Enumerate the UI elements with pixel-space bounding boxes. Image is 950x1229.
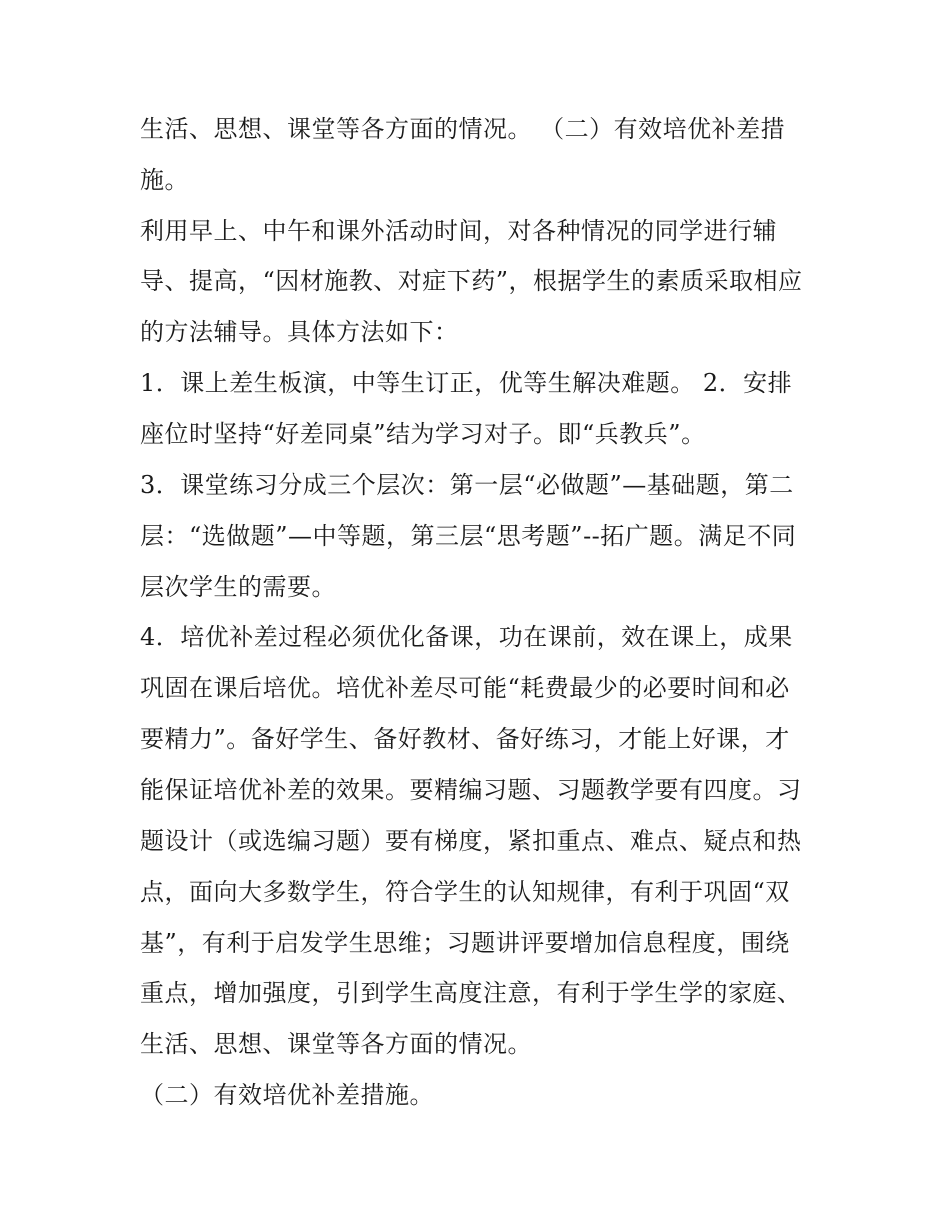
text-line: 题设计（或选编习题）要有梯度，紧扣重点、难点、疑点和热 bbox=[140, 827, 802, 855]
text-line: 4．培优补差过程必须优化备课，功在课前，效在课上，成果 bbox=[140, 623, 793, 651]
text-line: 巩固在课后培优。培优补差尽可能“耗费最少的必要时间和必 bbox=[140, 674, 790, 702]
text-line: （二）有效培优补差措施。 bbox=[140, 1081, 434, 1109]
text-line: 重点，增加强度，引到学生高度注意，有利于学生学的家庭、 bbox=[140, 979, 802, 1007]
text-line: 座位时坚持“好差同桌”结为学习对子。即“兵教兵”。 bbox=[140, 420, 706, 448]
text-line: 3．课堂练习分成三个层次：第一层“必做题”—基础题，第二 bbox=[140, 471, 794, 499]
text-line: 施。 bbox=[140, 166, 189, 194]
text-line: 生活、思想、课堂等各方面的情况。 （二）有效培优补差措 bbox=[140, 115, 786, 143]
text-line: 的方法辅导。具体方法如下： bbox=[140, 318, 459, 346]
text-line: 能保证培优补差的效果。要精编习题、习题教学要有四度。习 bbox=[140, 776, 802, 804]
text-line: 生活、思想、课堂等各方面的情况。 bbox=[140, 1030, 532, 1058]
text-line: 基”，有利于启发学生思维；习题讲评要增加信息程度，围绕 bbox=[140, 929, 790, 957]
text-line: 层：“选做题”—中等题，第三层“思考题”--拓广题。满足不同 bbox=[140, 522, 797, 550]
text-line: 利用早上、中午和课外活动时间，对各种情况的同学进行辅 bbox=[140, 217, 777, 245]
text-line: 要精力”。备好学生、备好教材、备好练习，才能上好课，才 bbox=[140, 725, 790, 753]
text-line: 导、提高，“因材施教、对症下药”，根据学生的素质采取相应 bbox=[140, 267, 803, 295]
text-line: 层次学生的需要。 bbox=[140, 573, 336, 601]
text-line: 1．课上差生板演，中等生订正，优等生解决难题。 2．安排 bbox=[140, 369, 793, 397]
text-line: 点，面向大多数学生，符合学生的认知规律，有利于巩固“双 bbox=[140, 878, 790, 906]
